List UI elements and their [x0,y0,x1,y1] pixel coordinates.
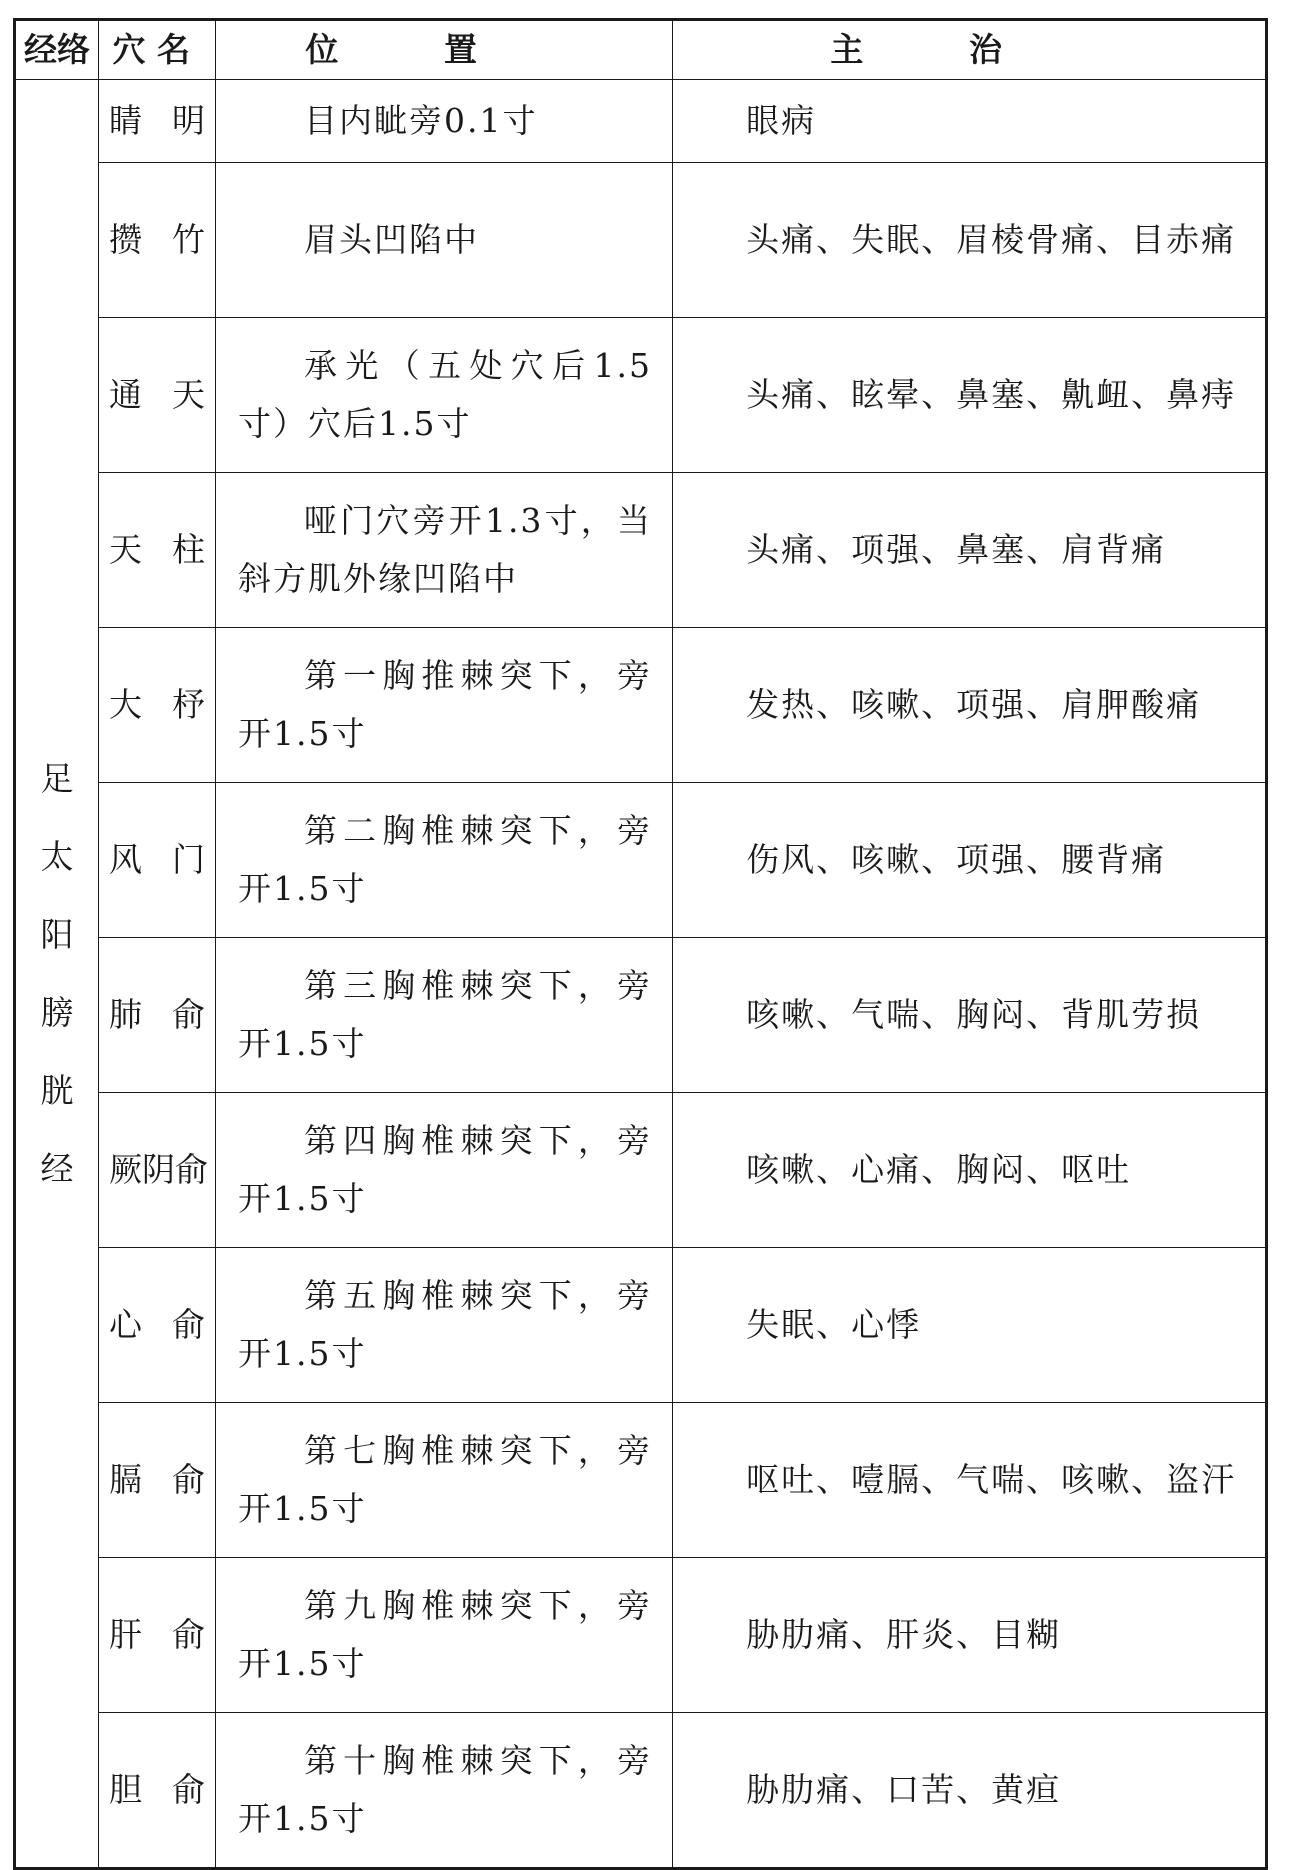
location-cell: 承光（五处穴后1.5寸）穴后1.5寸 [216,318,673,473]
table-row [15,473,1267,628]
location-cell: 眉头凹陷中 [216,163,673,318]
indication-cell: 眼病 [673,80,1267,163]
point-name: 膈 俞 [109,1460,205,1499]
point-name: 胆 俞 [109,1770,205,1809]
header-point-name: 穴名 [99,20,216,80]
table-row [15,1713,1267,1869]
location-cell: 第二胸椎棘突下，旁开1.5寸 [216,783,673,938]
header-location: 位置 [216,20,673,80]
point-name-cell [99,628,216,783]
table-row [15,318,1267,473]
point-name: 肝 俞 [109,1615,205,1654]
indication-cell: 伤风、咳嗽、项强、腰背痛 [673,783,1267,938]
location-cell: 第四胸椎棘突下，旁开1.5寸 [216,1093,673,1248]
point-name: 睛 明 [109,101,205,140]
point-name-cell [99,1713,216,1869]
meridian-cell [15,80,99,1869]
location-cell: 第十胸椎棘突下，旁开1.5寸 [216,1713,673,1869]
table-row [15,1558,1267,1713]
location-cell: 第七胸椎棘突下，旁开1.5寸 [216,1403,673,1558]
point-name-cell [99,1248,216,1403]
location-cell: 哑门穴旁开1.3寸，当斜方肌外缘凹陷中 [216,473,673,628]
meridian-name: 足 太 阳 膀 胱 经 [40,758,74,1188]
table-row [15,163,1267,318]
indication-cell: 呕吐、噎膈、气喘、咳嗽、盗汗 [673,1403,1267,1558]
table-row [15,1248,1267,1403]
point-name: 肺 俞 [109,995,205,1034]
indication-cell: 头痛、眩晕、鼻塞、鼽衄、鼻痔 [673,318,1267,473]
point-name-cell [99,80,216,163]
point-name: 风 门 [109,840,205,879]
point-name: 通 天 [109,375,205,414]
indication-cell: 头痛、失眠、眉棱骨痛、目赤痛 [673,163,1267,318]
point-name-cell [99,938,216,1093]
point-name-cell [99,473,216,628]
indication-cell: 失眠、心悸 [673,1248,1267,1403]
table-row [15,628,1267,783]
location-cell: 第九胸椎棘突下，旁开1.5寸 [216,1558,673,1713]
point-name-cell [99,163,216,318]
location-cell: 第五胸椎棘突下，旁开1.5寸 [216,1248,673,1403]
point-name-cell [99,783,216,938]
indication-cell: 胁肋痛、肝炎、目糊 [673,1558,1267,1713]
point-name-cell [99,318,216,473]
location-cell: 第一胸推棘突下，旁开1.5寸 [216,628,673,783]
point-name-cell [99,1093,216,1248]
table-row [15,938,1267,1093]
indication-cell: 发热、咳嗽、项强、肩胛酸痛 [673,628,1267,783]
point-name: 大 杼 [109,685,205,724]
acupoint-table [13,18,1268,1870]
point-name: 天 柱 [109,530,205,569]
indication-cell: 咳嗽、气喘、胸闷、背肌劳损 [673,938,1267,1093]
indication-cell: 头痛、项强、鼻塞、肩背痛 [673,473,1267,628]
table-row [15,80,1267,163]
location-cell: 第三胸椎棘突下，旁开1.5寸 [216,938,673,1093]
point-name: 心 俞 [109,1305,205,1344]
point-name: 厥 阴 俞 [109,1150,208,1189]
point-name-cell [99,1403,216,1558]
location-cell: 目内眦旁0.1寸 [216,80,673,163]
table-row [15,1093,1267,1248]
indication-cell: 胁肋痛、口苦、黄疸 [673,1713,1267,1869]
table-row [15,783,1267,938]
table-header-row [15,20,1267,80]
indication-cell: 咳嗽、心痛、胸闷、呕吐 [673,1093,1267,1248]
header-indication: 主治 [673,20,1267,80]
point-name: 攒 竹 [109,220,205,259]
header-meridian: 经络 [15,20,99,80]
point-name-cell [99,1558,216,1713]
table-row [15,1403,1267,1558]
